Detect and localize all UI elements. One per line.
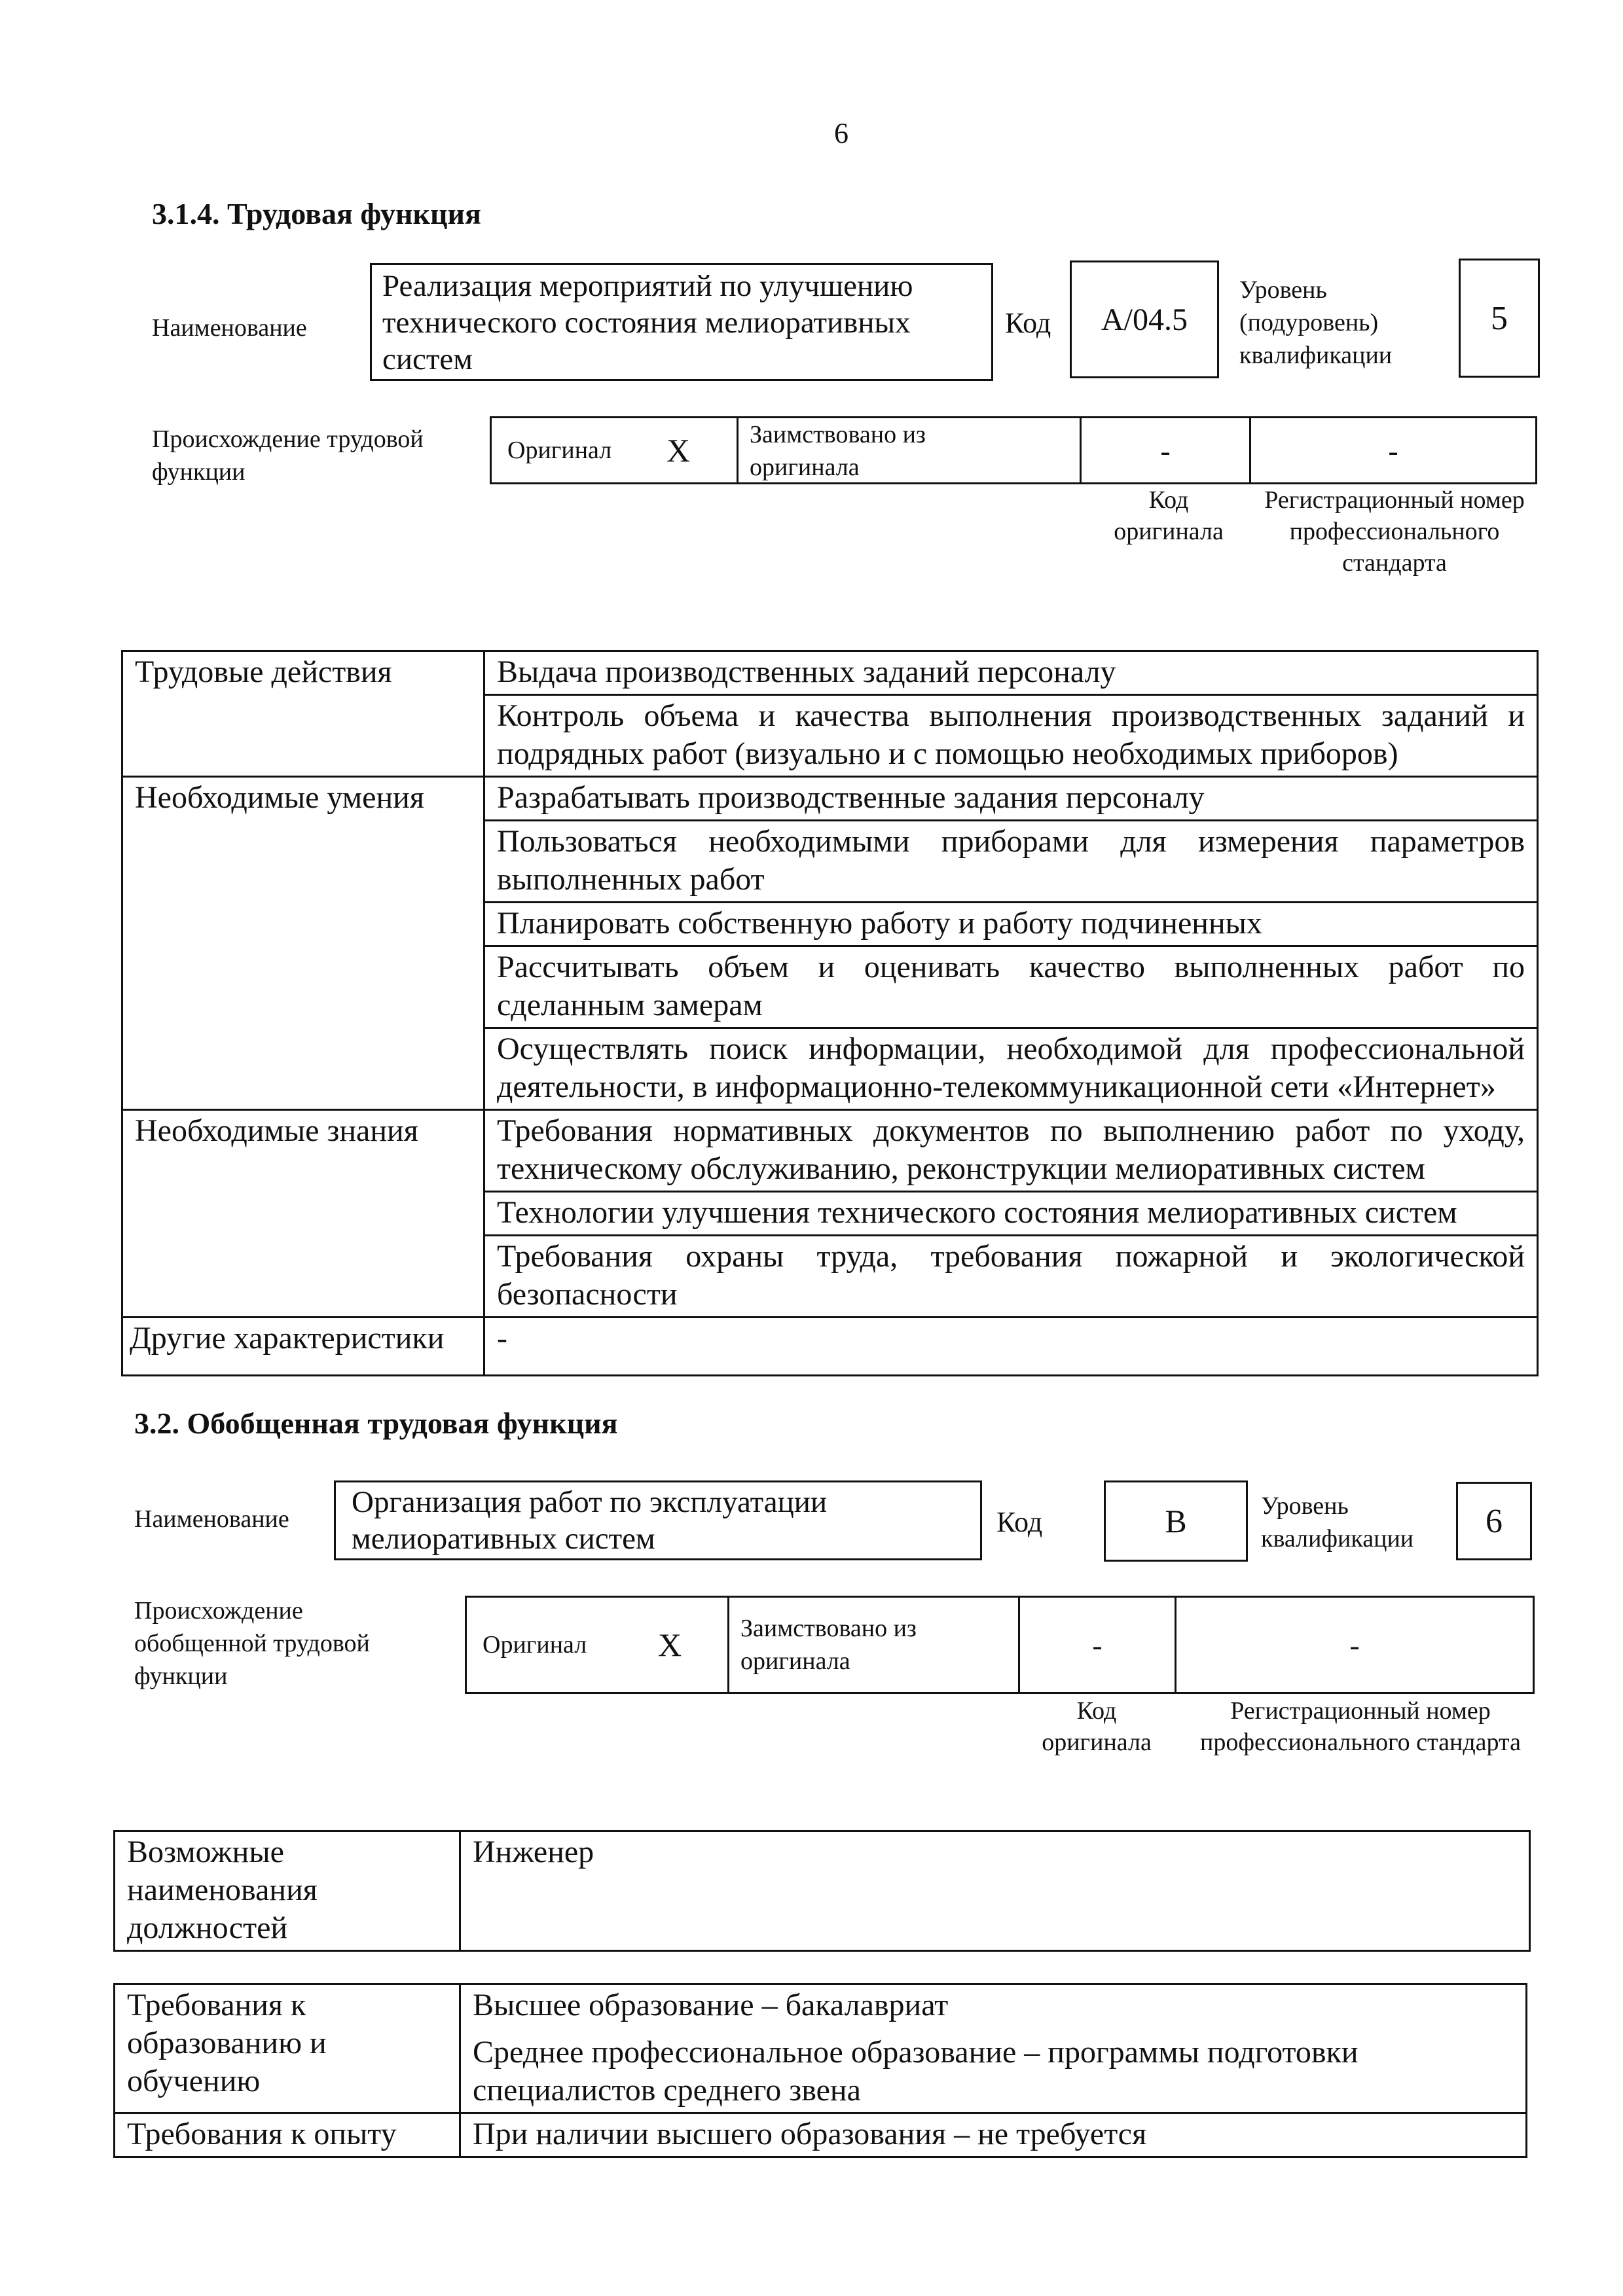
requirements-table — [113, 1983, 1527, 2158]
table-row — [122, 1110, 1538, 1192]
code-value: А/04.5 — [1070, 260, 1219, 378]
row-item: Выдача производственных заданий персоналу — [484, 651, 1538, 695]
original-mark: X — [657, 1626, 682, 1663]
reg-number-caption: Регистрационный номер профессионального стандарта — [1264, 486, 1525, 577]
row-item: Рассчитывать объем и оценивать качество выполненных работ по сделанным замерам — [484, 946, 1538, 1028]
positions-table — [113, 1830, 1531, 1952]
section-heading-3-2: 3.2. Обобщенная трудовая функция — [134, 1407, 618, 1440]
reg-number-caption: Регистрационный номер профессионального стандарта — [1200, 1697, 1521, 1756]
origin-table — [465, 1596, 1535, 1694]
section-heading-3-1-4: 3.1.4. Трудовая функция — [152, 197, 481, 230]
experience-value: При наличии высшего образования – не требуется — [460, 2113, 1527, 2157]
reg-number-value: - — [1388, 433, 1398, 467]
row-item: Технологии улучшения технического состояния мелиоративных систем — [484, 1192, 1538, 1236]
row-item: Планировать собственную работу и работу подчиненных — [484, 903, 1538, 946]
orig-code-value: - — [1092, 1628, 1103, 1662]
borrowed-label: Заимствовано из оригинала — [740, 1615, 917, 1675]
orig-code-value: - — [1160, 433, 1171, 467]
row-category: Трудовые действия — [122, 651, 484, 777]
level-label: Уровень (подуровень) квалификации — [1239, 276, 1393, 369]
code-label: Код — [996, 1506, 1043, 1538]
row-item: Осуществлять поиск информации, необходимой для профессиональной деятельности, в информационно-телекоммуникационной сети «Интернет» — [484, 1028, 1538, 1110]
orig-code-caption: Код оригинала — [1114, 486, 1224, 545]
orig-code-caption: Код оригинала — [1042, 1697, 1152, 1756]
table-row — [122, 777, 1538, 821]
divider — [727, 1598, 729, 1692]
original-label: Оригинал — [483, 1631, 587, 1659]
table-row — [122, 651, 1538, 695]
row-item: Требования охраны труда, требования пожарной и экологической безопасности — [484, 1236, 1538, 1318]
education-label: Требования к образованию и обучению — [115, 1984, 460, 2113]
reg-number-value: - — [1349, 1628, 1360, 1662]
education-item-1: Высшее образование – бакалавриат — [460, 1984, 1527, 2028]
education-item-2: Среднее профессиональное образование – программы подготовки специалистов среднего звена — [460, 2027, 1527, 2113]
origin-label: Происхождение обобщенной трудовой функции — [134, 1597, 370, 1690]
level-value: 6 — [1456, 1482, 1532, 1560]
row-category: Другие характеристики — [122, 1318, 484, 1376]
code-label: Код — [1005, 307, 1051, 339]
labor-function-table — [121, 650, 1539, 1376]
row-item: Контроль объема и качества выполнения производственных заданий и подрядных работ (визуально и с помощью необходимых приборов) — [484, 695, 1538, 777]
table-row — [122, 1318, 1538, 1376]
row-item: Требования нормативных документов по выполнению работ по уходу, техническому обслуживанию, реконструкции мелиоративных систем — [484, 1110, 1538, 1192]
positions-label: Возможные наименования должностей — [115, 1831, 460, 1951]
row-category: Необходимые знания — [122, 1110, 484, 1318]
original-mark: X — [666, 432, 691, 469]
row-item: Разрабатывать производственные задания персоналу — [484, 777, 1538, 821]
row-item: Пользоваться необходимыми приборами для измерения параметров выполненных работ — [484, 821, 1538, 903]
page-number: 6 — [834, 117, 848, 149]
level-value: 5 — [1459, 259, 1540, 378]
original-label: Оригинал — [507, 437, 612, 464]
divider — [737, 418, 739, 482]
level-label: Уровень квалификации — [1261, 1492, 1414, 1552]
name-label: Наименование — [134, 1505, 289, 1533]
code-value: В — [1104, 1480, 1248, 1562]
generalized-function-name-box: Организация работ по эксплуатации мелиоративных систем — [334, 1480, 982, 1560]
row-category: Необходимые умения — [122, 777, 484, 1110]
origin-label: Происхождение трудовой функции — [152, 425, 424, 486]
origin-table — [490, 416, 1537, 484]
function-name-box: Реализация мероприятий по улучшению технического состояния мелиоративных систем — [370, 263, 993, 381]
row-item: - — [484, 1318, 1538, 1376]
experience-label: Требования к опыту — [115, 2113, 460, 2157]
name-label: Наименование — [152, 314, 307, 342]
positions-value: Инженер — [460, 1831, 1530, 1951]
borrowed-label: Заимствовано из оригинала — [750, 421, 926, 481]
